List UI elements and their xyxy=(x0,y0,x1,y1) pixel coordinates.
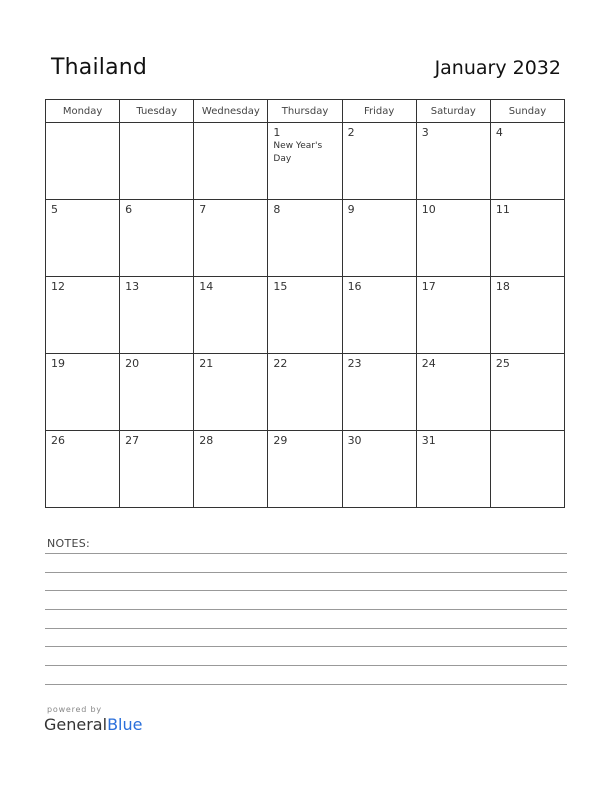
day-cell xyxy=(194,354,268,431)
day-number: 2 xyxy=(347,126,355,139)
logo-blue-text: Blue xyxy=(107,715,143,734)
day-number: 24 xyxy=(421,357,436,370)
notes-line xyxy=(45,684,567,685)
day-cell xyxy=(194,431,268,508)
day-cell xyxy=(416,431,490,508)
day-number: 3 xyxy=(421,126,429,139)
weekday-header-row xyxy=(46,100,565,123)
day-number: 26 xyxy=(51,434,65,447)
calendar-week-row xyxy=(46,431,565,508)
day-cell xyxy=(268,123,342,200)
day-cell xyxy=(120,277,194,354)
weekday-header: Saturday xyxy=(416,100,490,123)
weekday-header: Wednesday xyxy=(194,100,268,123)
notes-line xyxy=(45,572,567,573)
day-number: 25 xyxy=(495,357,510,370)
day-cell xyxy=(342,431,416,508)
calendar-week-row xyxy=(46,277,565,354)
day-number: 7 xyxy=(199,203,207,216)
day-cell xyxy=(46,200,120,277)
generalblue-logo xyxy=(44,716,142,734)
day-cell xyxy=(342,277,416,354)
day-number: 4 xyxy=(495,126,503,139)
day-number: 12 xyxy=(51,280,65,293)
notes-line xyxy=(45,590,567,591)
notes-label: NOTES: xyxy=(47,537,91,550)
day-number: 15 xyxy=(273,280,288,293)
day-number: 27 xyxy=(125,434,140,447)
day-cell xyxy=(416,200,490,277)
day-cell xyxy=(46,431,120,508)
day-cell xyxy=(416,123,490,200)
day-number: 23 xyxy=(347,357,362,370)
notes-line xyxy=(45,609,567,610)
day-number: 8 xyxy=(273,203,281,216)
day-number: 9 xyxy=(347,203,355,216)
day-cell xyxy=(342,123,416,200)
powered-by-text: powered by xyxy=(47,705,102,714)
weekday-header: Thursday xyxy=(268,100,342,123)
day-cell xyxy=(268,431,342,508)
notes-line xyxy=(45,646,567,647)
day-number: 11 xyxy=(495,203,510,216)
day-number: 17 xyxy=(421,280,436,293)
day-cell xyxy=(268,277,342,354)
day-number: 10 xyxy=(421,203,436,216)
weekday-header: Monday xyxy=(46,100,120,123)
day-number: 1 xyxy=(273,126,281,139)
month-year-title: January 2032 xyxy=(434,57,561,79)
calendar-grid xyxy=(45,99,565,508)
day-number: 30 xyxy=(347,434,362,447)
day-number: 28 xyxy=(199,434,214,447)
day-cell xyxy=(490,431,564,508)
day-number: 5 xyxy=(51,203,58,216)
day-cell xyxy=(194,200,268,277)
day-number: 22 xyxy=(273,357,288,370)
day-cell xyxy=(194,277,268,354)
notes-line xyxy=(45,665,567,666)
weekday-header: Friday xyxy=(342,100,416,123)
day-cell xyxy=(490,123,564,200)
day-number: 6 xyxy=(125,203,133,216)
day-number: 18 xyxy=(495,280,510,293)
day-cell xyxy=(490,354,564,431)
day-cell xyxy=(120,431,194,508)
day-number: 19 xyxy=(51,357,65,370)
notes-line xyxy=(45,553,567,554)
day-cell xyxy=(416,354,490,431)
day-cell xyxy=(342,354,416,431)
weekday-header: Sunday xyxy=(490,100,564,123)
day-cell xyxy=(46,354,120,431)
calendar-week-row xyxy=(46,354,565,431)
day-cell xyxy=(490,200,564,277)
notes-line xyxy=(45,628,567,629)
weekday-header: Tuesday xyxy=(120,100,194,123)
calendar-week-row xyxy=(46,123,565,200)
day-cell xyxy=(120,354,194,431)
country-title: Thailand xyxy=(51,55,148,80)
day-number: 20 xyxy=(125,357,140,370)
day-cell xyxy=(120,200,194,277)
day-cell xyxy=(342,200,416,277)
day-cell xyxy=(268,200,342,277)
day-number: 31 xyxy=(421,434,436,447)
day-number: 14 xyxy=(199,280,214,293)
calendar-week-row xyxy=(46,200,565,277)
day-number: 29 xyxy=(273,434,288,447)
logo-general-text: General xyxy=(44,715,108,734)
day-cell xyxy=(194,123,268,200)
day-cell xyxy=(46,277,120,354)
holiday-label: New Year's Day xyxy=(273,141,323,164)
day-number: 21 xyxy=(199,357,214,370)
day-cell xyxy=(268,354,342,431)
day-cell xyxy=(416,277,490,354)
day-cell xyxy=(120,123,194,200)
day-cell xyxy=(46,123,120,200)
day-number: 16 xyxy=(347,280,362,293)
day-number: 13 xyxy=(125,280,140,293)
day-cell xyxy=(490,277,564,354)
